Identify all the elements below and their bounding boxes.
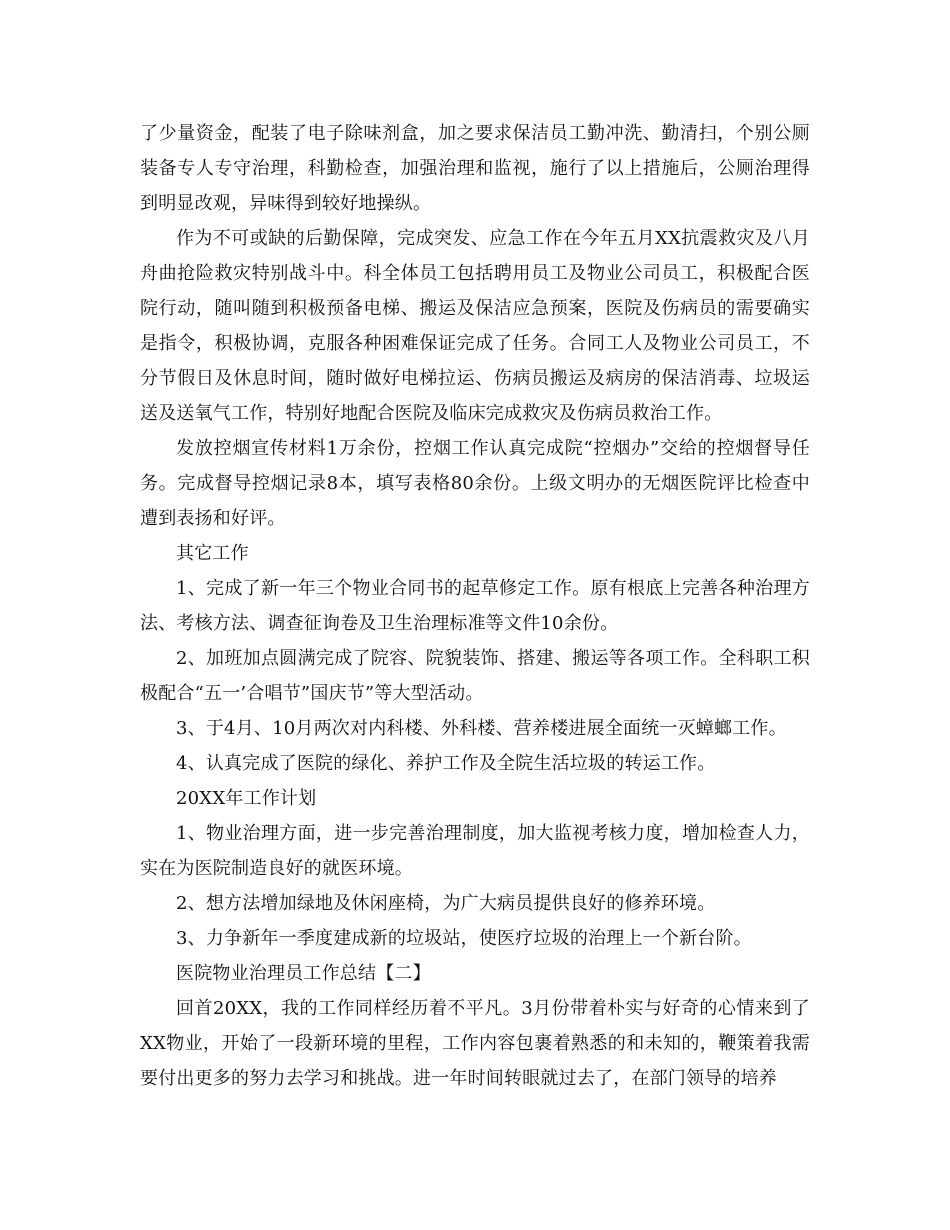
list-item-other-work-1: 1、完成了新一年三个物业合同书的起草修定工作。原有根底上完善各种治理方法、考核方法、调查征询卷及卫生治理标准等文件10余份。 [140, 578, 810, 634]
list-item-other-work-2: 2、加班加点圆满完成了院容、院貌装饰、搭建、搬运等各项工作。全科职工积极配合“五一’合唱节”国庆节”等大型活动。 [140, 648, 810, 704]
document-body [140, 116, 810, 1096]
section-heading-summary-two: 医院物业治理员工作总结【二】 [176, 963, 431, 984]
list-item-other-work-3: 3、于4月、10月两次对内科楼、外科楼、营养楼进展全面统一灭蟑螂工作。 [176, 718, 787, 739]
paragraph-tobacco-control: 发放控烟宣传材料1万余份，控烟工作认真完成院“控烟办”交给的控烟督导任务。完成督导控烟记录8本，填写表格80余份。上级文明办的无烟医院评比检查中遭到表扬和好评。 [140, 438, 810, 529]
list-item-work-plan-1: 1、物业治理方面，进一步完善治理制度，加大监视考核力度，增加检查人力，实在为医院制造良好的就医环境。 [140, 823, 810, 879]
list-item-work-plan-3: 3、力争新年一季度建成新的垃圾站，使医疗垃圾的治理上一个新台阶。 [176, 928, 752, 949]
paragraph-review: 回首20XX，我的工作同样经历着不平凡。3月份带着朴实与好奇的心情来到了XX物业，开始了一段新环境的里程，工作内容包裹着熟悉的和未知的，鞭策着我需要付出更多的努力去学习和挑战。进一年时间转眼就过去了，在部门领导的培养 [140, 998, 810, 1089]
paragraph-emergency-work: 作为不可或缺的后勤保障，完成突发、应急工作在今年五月XX抗震救灾及八月舟曲抢险救灾特别战斗中。科全体员工包括聘用员工及物业公司员工，积极配合医院行动，随叫随到积极预备电梯、搬运及保洁应急预案，医院及伤病员的需要确实是指令，积极协调，克服各种困难保证完成了任务。合同工人及物业公司员工，不分节假日及休息时间，随时做好电梯拉运、伤病员搬运及病房的保洁消毒、垃圾运送及送氧气工作，特别好地配合医院及临床完成救灾及伤病员救治工作。 [140, 228, 810, 424]
paragraph-continuation: 了少量资金，配装了电子除味剂盒，加之要求保洁员工勤冲洗、勤清扫，个别公厕装备专人专守治理，科勤检查，加强治理和监视，施行了以上措施后，公厕治理得到明显改观，异味得到较好地操纵。 [140, 123, 810, 214]
list-item-other-work-4: 4、认真完成了医院的绿化、养护工作及全院生活垃圾的转运工作。 [176, 753, 716, 774]
list-item-work-plan-2: 2、想方法增加绿地及休闲座椅，为广大病员提供良好的修养环境。 [176, 893, 716, 914]
section-heading-other-work: 其它工作 [176, 543, 249, 564]
section-heading-work-plan: 20XX年工作计划 [176, 788, 317, 809]
